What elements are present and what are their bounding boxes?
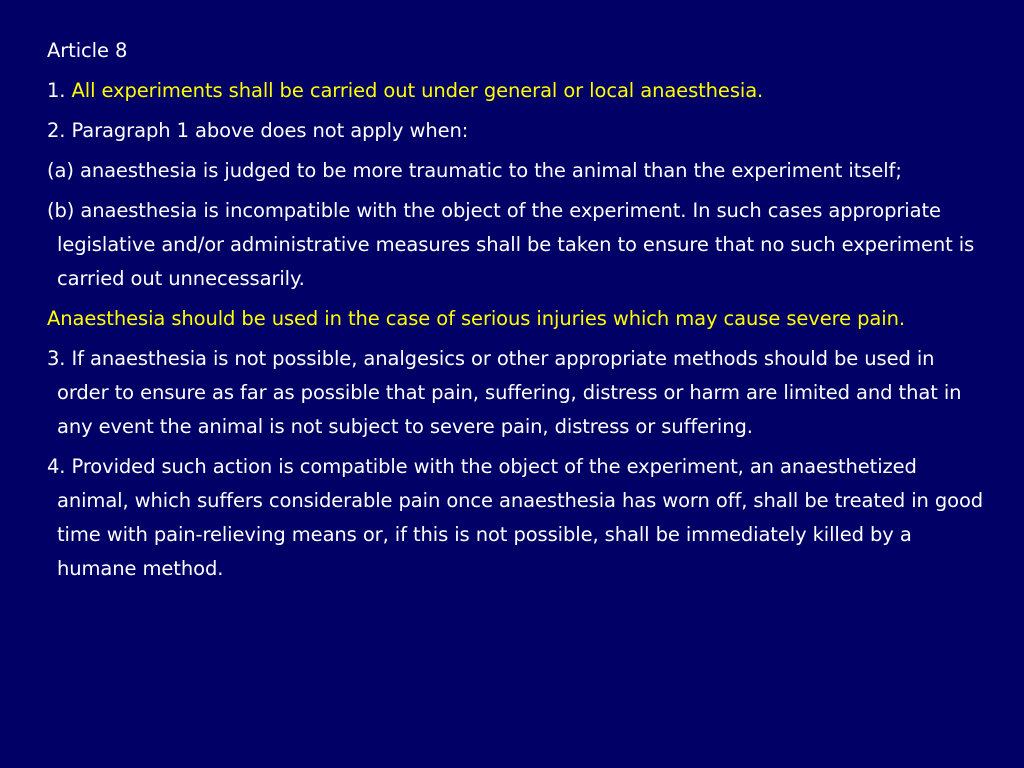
paragraph-2a: (a) anaesthesia is judged to be more traumatic to the animal than the experiment itself; [47,159,902,182]
paragraph-1 [47,74,984,108]
anaesthesia-note: Anaesthesia should be used in the case of serious injuries which may cause severe pain. [47,307,905,330]
paragraph-2b: (b) anaesthesia is incompatible with the object of the experiment. In such cases appropriate legislative and/or administrative measures shall be taken to ensure that no such experiment is carried out unnecessarily. [47,199,975,290]
paragraph-1-number: 1. [47,79,72,102]
article-title: Article 8 [47,39,128,62]
paragraph-3: 3. If anaesthesia is not possible, analgesics or other appropriate methods should be used in order to ensure as far as possible that pain, suffering, distress or harm are limited and that in any event the animal is not subject to severe pain, distress or suffering. [47,347,962,438]
paragraph-2: 2. Paragraph 1 above does not apply when: [47,119,469,142]
paragraph-4: 4. Provided such action is compatible with the object of the experiment, an anaesthetized animal, which suffers considerable pain once anaesthesia has worn off, shall be treated in good time with pain-relieving means or, if this is not possible, shall be immediately killed by a humane method. [47,455,984,580]
paragraph-1-text: All experiments shall be carried out under general or local anaesthesia. [71,79,764,102]
